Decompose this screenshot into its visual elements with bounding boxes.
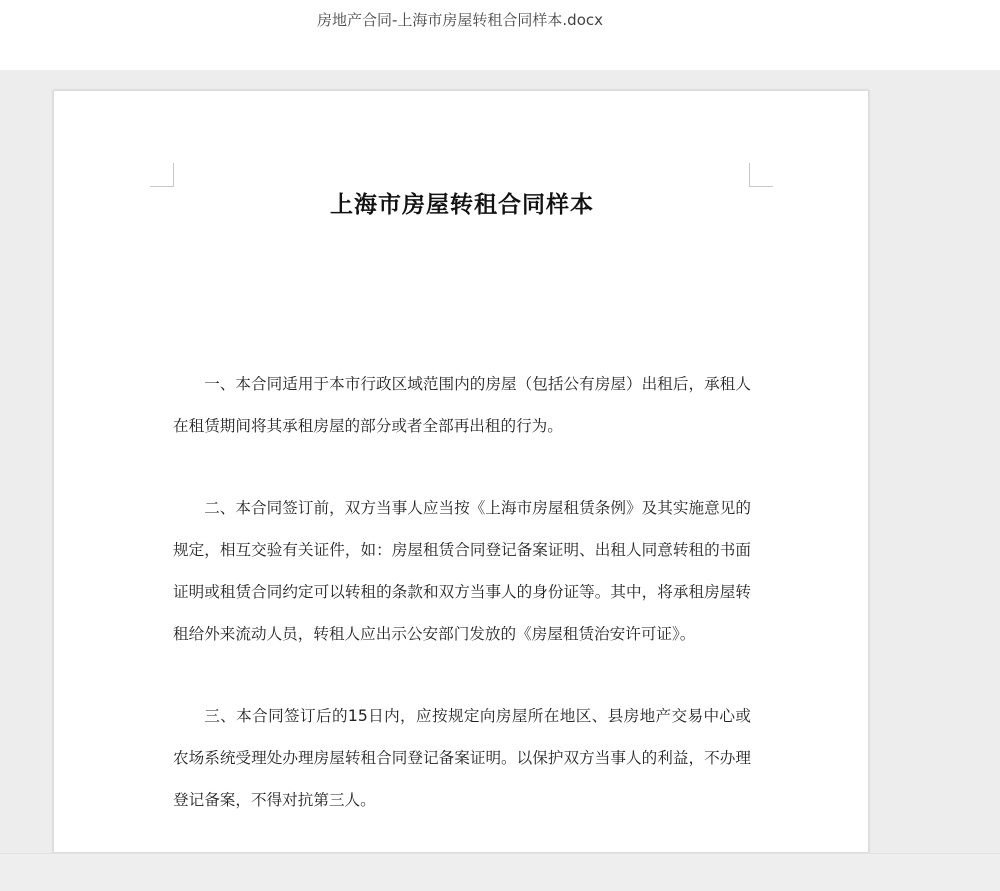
document-heading: 上海市房屋转租合同样本 [330, 192, 594, 218]
document-page[interactable] [53, 90, 869, 853]
title-bar [0, 0, 1000, 70]
paragraph-2: 二、本合同签订前，双方当事人应当按《上海市房屋租赁条例》及其实施意见的规定，相互交验有关证件，如：房屋租赁合同登记备案证明、出租人同意转租的书面证明或租赁合同约定可以转租的条款和双方当事人的身份证等。其中，将承租房屋转租给外来流动人员，转租人应出示公安部门发放的《房屋租赁治安许可证》。 [173, 499, 751, 643]
margin-corner-top-left [150, 163, 174, 187]
paragraph-1: 一、本合同适用于本市行政区域范围内的房屋（包括公有房屋）出租后，承租人在租赁期间将其承租房屋的部分或者全部再出租的行为。 [173, 375, 751, 435]
document-filename: 房地产合同-上海市房屋转租合同样本.docx [316, 11, 603, 29]
bottom-bar [0, 853, 1000, 891]
paragraph-3: 三、本合同签订后的15日内，应按规定向房屋所在地区、县房地产交易中心或农场系统受理处办理房屋转租合同登记备案证明。以保护双方当事人的利益，不办理登记备案，不得对抗第三人。 [173, 707, 751, 809]
margin-corner-top-right [749, 163, 773, 187]
